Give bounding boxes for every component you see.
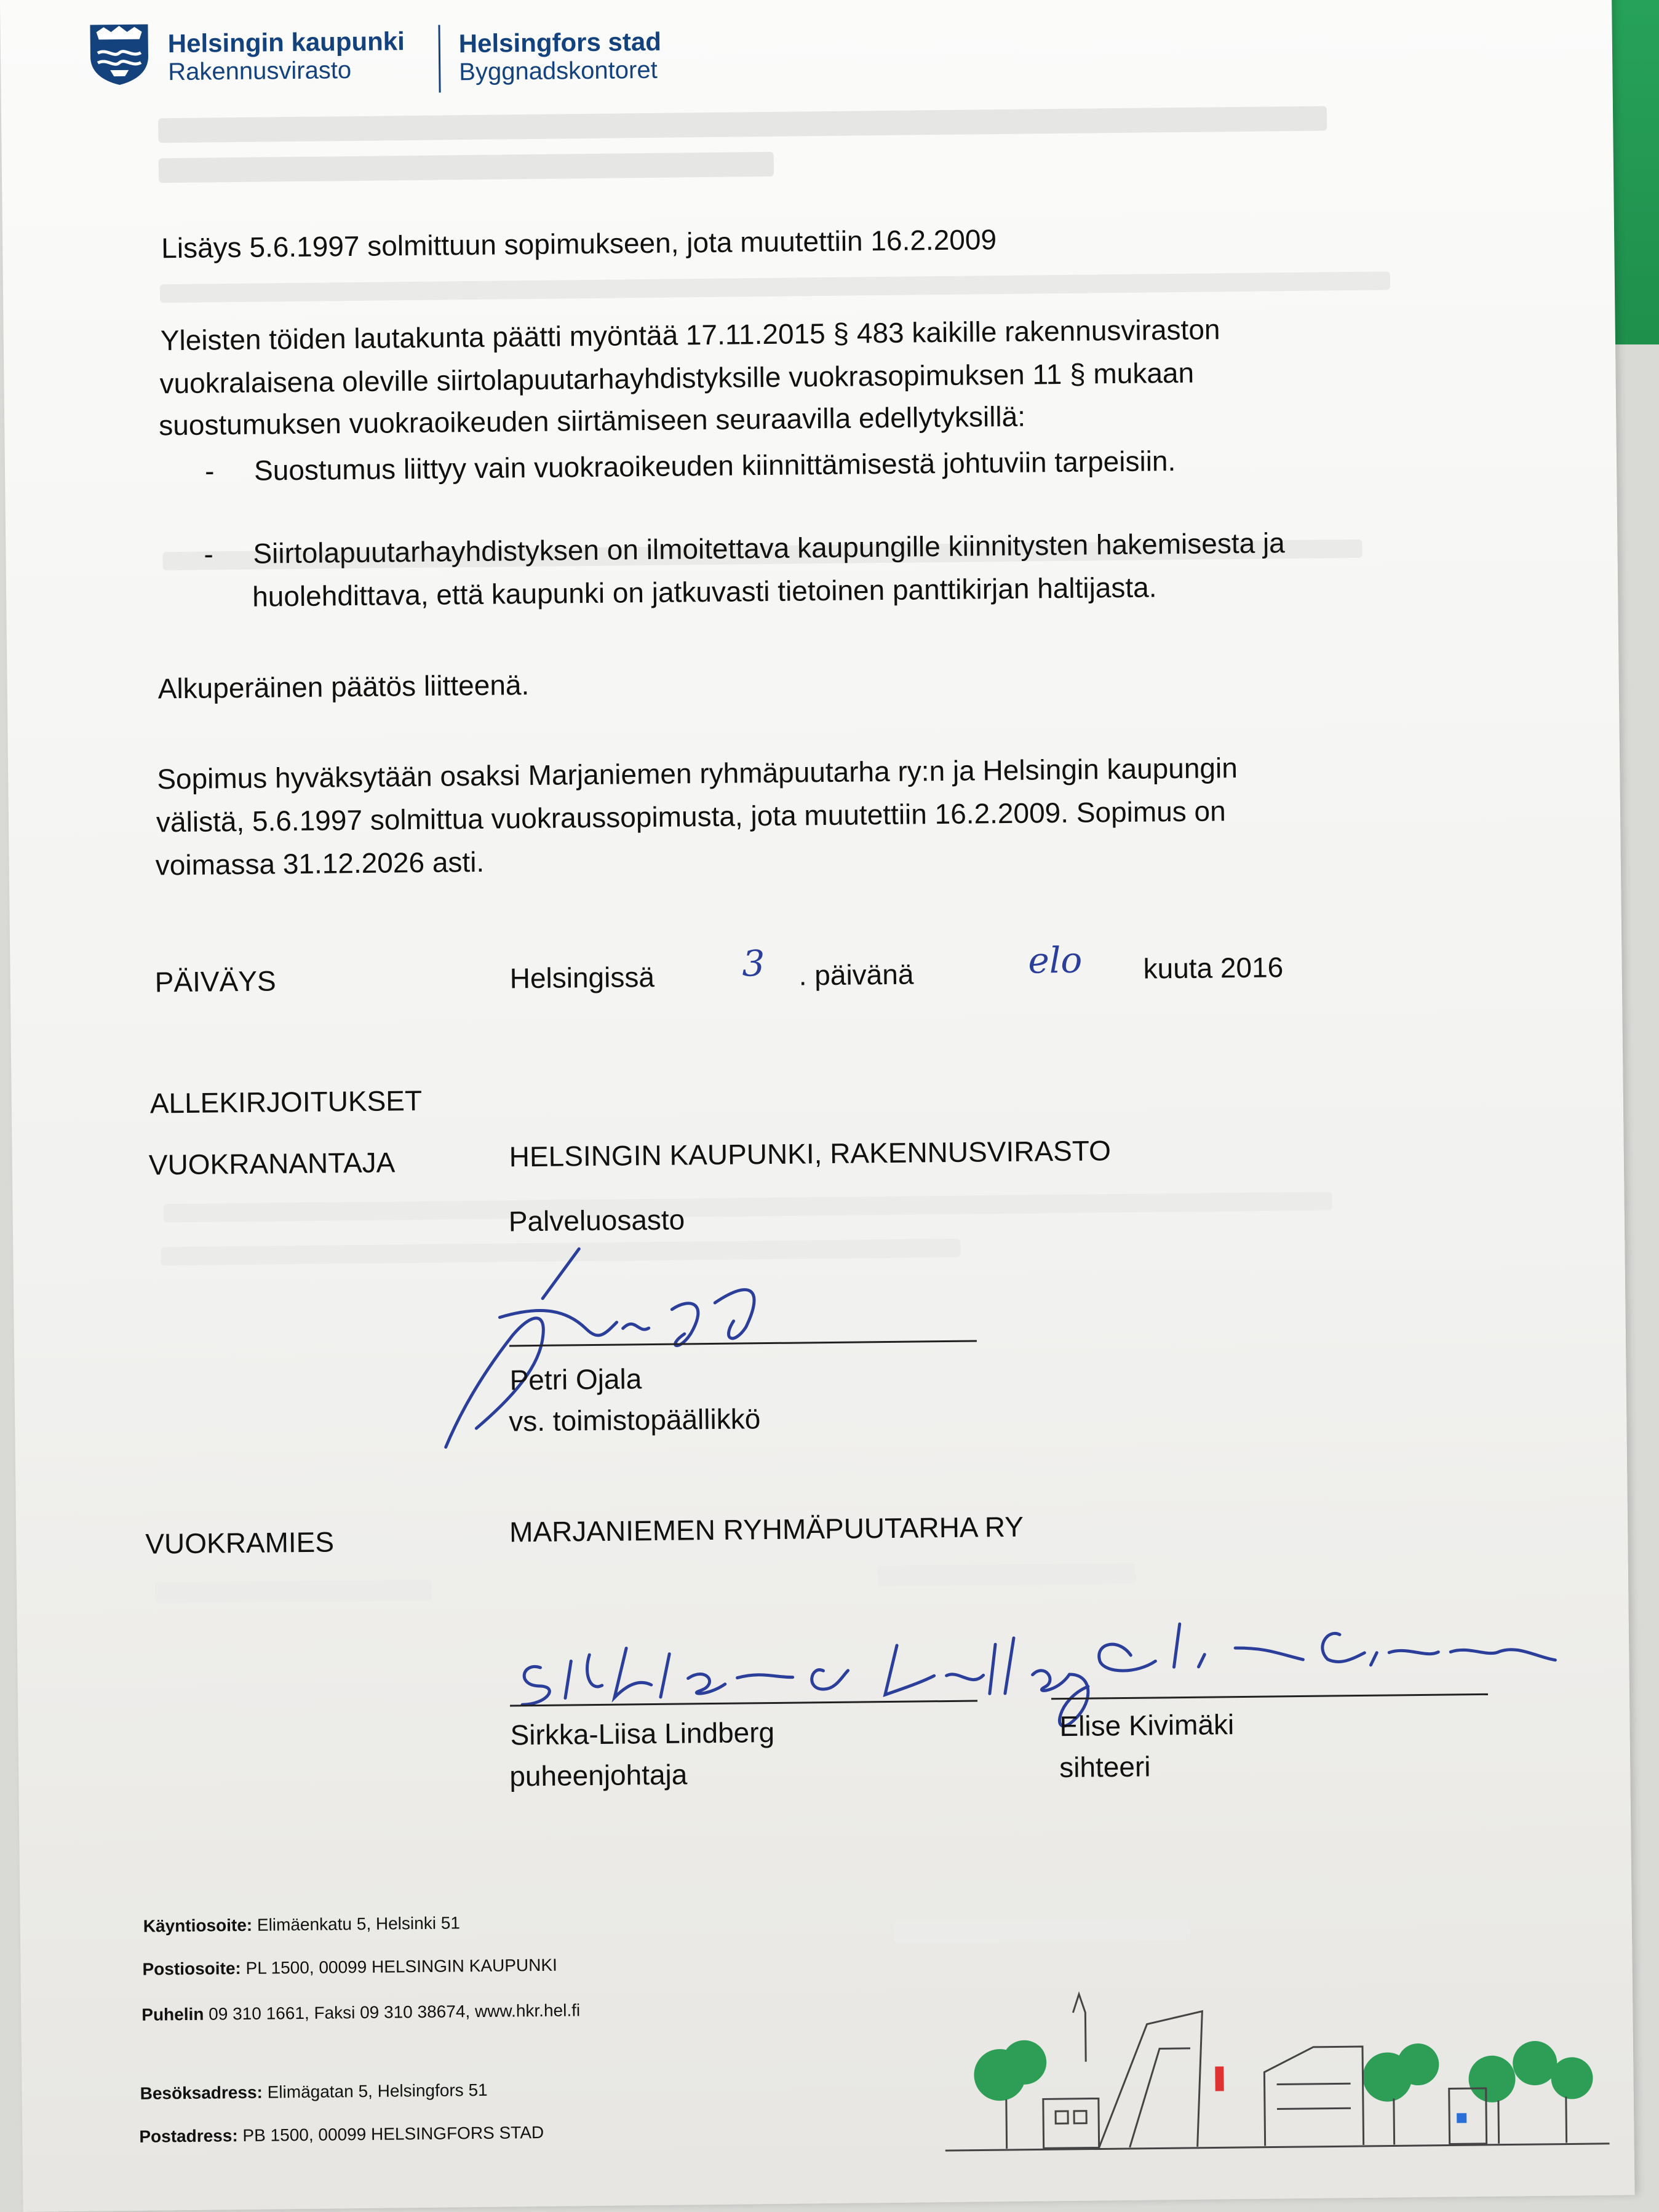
lessor-org: HELSINGIN KAUPUNKI, RAKENNUSVIRASTO xyxy=(509,1134,1112,1173)
lessor-signer-name: Petri Ojala xyxy=(509,1363,642,1396)
date-place: Helsingissä xyxy=(509,960,655,995)
date-month-suffix: kuuta 2016 xyxy=(1143,951,1284,985)
decision-line-2: vuokralaisena oleville siirtolapuutarhayhdistyksille vuokrasopimuksen 11 § mukaan xyxy=(159,356,1195,400)
date-label: PÄIVÄYS xyxy=(154,965,276,998)
lessee-signer-2-name: Elise Kivimäki xyxy=(1059,1708,1235,1743)
decision-line-1: Yleisten töiden lautakunta päätti myöntää 17.11.2015 § 483 kaikille rakennusviraston xyxy=(160,313,1220,357)
approval-line-3: voimassa 31.12.2026 asti. xyxy=(155,845,485,881)
footer-fi-post xyxy=(142,1955,557,1979)
footer-fi-phone xyxy=(141,2000,580,2024)
lessee-org: MARJANIEMEN RYHMÄPUUTARHA RY xyxy=(509,1510,1024,1548)
footer-sv-post xyxy=(139,2123,544,2147)
signatures-heading: ALLEKIRJOITUKSET xyxy=(149,1084,423,1120)
footer-sv-visit-value: Elimägatan 5, Helsingfors 51 xyxy=(267,2080,488,2102)
footer-fi-phone-value: 09 310 1661, Faksi 09 310 38674, www.hkr.hel.fi xyxy=(209,2000,581,2024)
header-divider xyxy=(438,25,440,93)
header-sv-org: Helsingfors stad xyxy=(458,26,662,58)
lessee-signer-1-name: Sirkka-Liisa Lindberg xyxy=(510,1716,775,1751)
footer-fi-post-value: PL 1500, 00099 HELSINGIN KAUPUNKI xyxy=(245,1955,558,1978)
footer-fi-visit-label: Käyntiosoite: xyxy=(143,1915,253,1936)
city-skyline-illustration-icon xyxy=(944,1970,1610,2162)
approval-line-2: välistä, 5.6.1997 solmittua vuokraussopimusta, jota muutettiin 16.2.2009. Sopimus on xyxy=(156,795,1226,838)
footer-fi-visit-value: Elimäenkatu 5, Helsinki 51 xyxy=(257,1913,461,1935)
bullet-1-dash: - xyxy=(204,455,215,487)
bullet-2-line-1: Siirtolapuutarhayhdistyksen on ilmoitettava kaupungille kiinnitysten hakemisesta ja xyxy=(253,527,1285,570)
lessee-label: VUOKRAMIES xyxy=(145,1526,335,1560)
attachment-line: Alkuperäinen päätös liitteenä. xyxy=(157,669,530,705)
footer-sv-visit xyxy=(140,2080,487,2104)
intro-line: Lisäys 5.6.1997 solmittuun sopimukseen, jota muutettiin 16.2.2009 xyxy=(161,223,997,265)
bullet-2-line-2: huolehdittava, että kaupunki on jatkuvasti tietoinen panttikirjan haltijasta. xyxy=(252,571,1157,613)
lessee-signer-1-title: puheenjohtaja xyxy=(509,1758,688,1792)
approval-line-1: Sopimus hyväksytään osaksi Marjaniemen ryhmäpuutarha ry:n ja Helsingin kaupungin xyxy=(157,752,1238,795)
header-sv-dept: Byggnadskontoret xyxy=(459,56,658,86)
header-fi-dept: Rakennusvirasto xyxy=(168,57,352,86)
footer-fi-post-label: Postiosoite: xyxy=(142,1959,241,1979)
bullet-1-text: Suostumus liittyy vain vuokraoikeuden kiinnittämisestä johtuviin tarpeisiin. xyxy=(253,445,1176,487)
footer-fi-phone-label: Puhelin xyxy=(141,2004,204,2024)
date-day-suffix: . päivänä xyxy=(798,958,914,992)
date-day-handwritten: 3 xyxy=(742,942,765,985)
lessor-signer-title: vs. toimistopäällikkö xyxy=(508,1402,761,1438)
header-fi-org: Helsingin kaupunki xyxy=(167,26,405,58)
footer-fi-visit xyxy=(143,1913,460,1936)
lessor-label: VUOKRANANTAJA xyxy=(148,1146,396,1181)
date-month-handwritten: elo xyxy=(1028,939,1083,982)
decision-line-3: suostumuksen vuokraoikeuden siirtämiseen seuraavilla edellytyksillä: xyxy=(158,400,1026,442)
lessor-unit: Palveluosasto xyxy=(508,1203,685,1238)
helsinki-crest-icon xyxy=(85,18,153,86)
bullet-2-dash: - xyxy=(204,538,214,570)
footer-sv-visit-label: Besöksadress: xyxy=(140,2082,263,2103)
footer-sv-post-value: PB 1500, 00099 HELSINGFORS STAD xyxy=(242,2122,544,2146)
lessee-signer-2-title: sihteeri xyxy=(1059,1750,1151,1784)
footer-sv-post-label: Postadress: xyxy=(139,2126,238,2146)
